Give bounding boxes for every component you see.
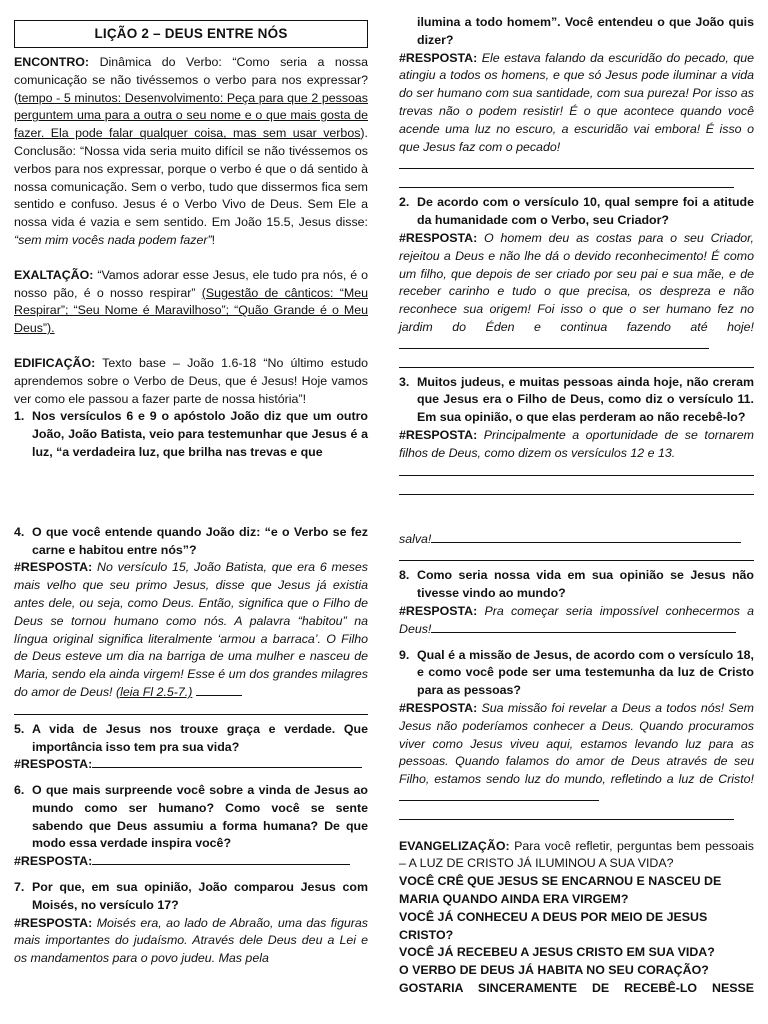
evangelizacao-intro bbox=[399, 838, 754, 874]
answer-9 bbox=[399, 700, 754, 807]
exaltacao-label: EXALTAÇÃO: bbox=[14, 267, 94, 282]
encontro-end: ! bbox=[211, 232, 216, 247]
answer-5 bbox=[14, 756, 368, 774]
question-1-number: 1. bbox=[14, 409, 25, 424]
answer-1 bbox=[399, 50, 754, 157]
question-1-text-continued: ilumina a todo homem”. Você entendeu o que João quis dizer? bbox=[417, 15, 754, 47]
encontro-text: Dinâmica do Verbo: “Como seria a nossa comunicação se não tivéssemos o verbo para nos expressar? ( bbox=[14, 55, 368, 105]
question-3-number: 3. bbox=[399, 374, 410, 389]
question-9 bbox=[399, 647, 754, 700]
evangelizacao-question: O VERBO DE DEUS JÁ HABITA NO SEU CORAÇÃO? bbox=[399, 963, 709, 978]
answer-2 bbox=[399, 230, 754, 355]
encontro-paragraph bbox=[14, 54, 368, 250]
right-column bbox=[399, 0, 754, 998]
answer-7-blank[interactable] bbox=[431, 542, 741, 543]
question-6 bbox=[14, 782, 368, 853]
question-8-number: 8. bbox=[399, 568, 410, 583]
question-7-text: Por que, em sua opinião, João comparou Jesus com Moisés, no versículo 17? bbox=[32, 880, 368, 912]
question-4-number: 4. bbox=[14, 524, 25, 539]
answer-4-label: #RESPOSTA: bbox=[14, 560, 93, 575]
answer-7-continued bbox=[399, 531, 754, 549]
answer-3-line-1[interactable] bbox=[399, 463, 754, 476]
answer-7-line[interactable] bbox=[399, 548, 754, 561]
exaltacao-text: “Vamos adorar esse Jesus, ele tudo pra nós, é o nosso pão, é o nosso respirar” bbox=[14, 267, 368, 300]
exaltacao-songs: (Sugestão de cânticos: “Meu Respirar”; “Seu Nome é Maravilhoso”; “Quão Grande é o Meu Deus”). bbox=[14, 285, 368, 336]
answer-8-label: #RESPOSTA: bbox=[399, 603, 478, 618]
question-1 bbox=[14, 408, 368, 461]
answer-3-label: #RESPOSTA: bbox=[399, 427, 478, 442]
lesson-title: LIÇÃO 2 – DEUS ENTRE NÓS bbox=[14, 20, 368, 48]
answer-4-reference: (leia Fl 2.5-7.) bbox=[115, 684, 193, 699]
evangelizacao-question: VOCÊ CRÊ QUE JESUS SE ENCARNOU E NASCEU DE MARIA QUANDO AINDA ERA VIRGEM? bbox=[399, 874, 722, 907]
question-5-number: 5. bbox=[14, 721, 25, 736]
answer-3-text: Principalmente a oportunidade de se tornarem filhos de Deus, como dizem os versículos 12 e 13. bbox=[399, 427, 754, 460]
answer-2-blank[interactable] bbox=[399, 348, 709, 349]
answer-4 bbox=[14, 559, 368, 701]
question-5 bbox=[14, 721, 368, 757]
answer-6 bbox=[14, 853, 368, 871]
answer-6-blank[interactable] bbox=[92, 864, 350, 865]
answer-1-line-2[interactable] bbox=[399, 175, 734, 188]
question-4-text: O que você entende quando João diz: “e o Verbo se fez carne e habitou entre nós”? bbox=[32, 524, 368, 557]
question-1-text: Nos versículos 6 e 9 o apóstolo João diz que um outro João, João Batista, veio para testemunhar que Jesus é a luz, “a verdadeira luz, que brilha nas trevas e que bbox=[32, 409, 368, 459]
encontro-conclusion: ). Conclusão: “Nossa vida seria muito difícil se não tivéssemos os verbos para nos expressar, porque o verbo é que o dá sentido à nossa comunicação. Sem o verbo, tudo que dissermos fica sem sentido e confuso. Jesus é o Verbo Vivo de Deus. Sem Ele a nossa vida é vazia e sem sentido. Em João 15.5, Jesus disse: bbox=[14, 126, 368, 230]
question-3-text: Muitos judeus, e muitas pessoas ainda hoje, não creram que Jesus era o Filho de Deus, como diz o versículo 11. Em sua opinião, o que elas perderam ao não recebê-lo? bbox=[417, 374, 754, 425]
answer-8-text: Pra começar seria impossível conhecermos a Deus! bbox=[399, 603, 754, 636]
answer-7 bbox=[14, 915, 368, 968]
question-5-text: A vida de Jesus nos trouxe graça e verdade. Que importância isso tem pra sua vida? bbox=[32, 721, 368, 754]
answer-5-blank[interactable] bbox=[92, 767, 362, 768]
evangelizacao-question: GOSTARIA SINCERAMENTE DE RECEBÊ-LO NESSE bbox=[399, 981, 754, 996]
question-3 bbox=[399, 374, 754, 427]
question-9-text: Qual é a missão de Jesus, de acordo com o versículo 18, e como você pode ser uma testemunha da luz de Cristo para as pessoas? bbox=[417, 647, 754, 698]
question-9-number: 9. bbox=[399, 647, 410, 662]
edificacao-paragraph bbox=[14, 355, 368, 408]
answer-9-line[interactable] bbox=[399, 807, 734, 820]
exaltacao-paragraph bbox=[14, 267, 368, 338]
evangelizacao-question: VOCÊ JÁ RECEBEU A JESUS CRISTO EM SUA VIDA? bbox=[399, 945, 715, 960]
answer-4-blank[interactable] bbox=[196, 695, 242, 696]
question-2 bbox=[399, 194, 754, 230]
encontro-quote: “sem mim vocês nada podem fazer” bbox=[14, 232, 212, 247]
evangelizacao-intro-text: Para você refletir, perguntas bem pessoais – A LUZ DE CRISTO JÁ ILUMINOU A SUA VIDA? bbox=[399, 838, 754, 871]
answer-4-text: No versículo 15, João Batista, que era 6 meses mais velho que seu primo Jesus, disse que Jesus já existia antes dele, ou seja, como Deus. Então, significa que o Filho de Deus se tornou humano como nós. A palavra “habitou” na língua original significa literalmente ‘armou a barraca’. O Filho de Deus esteve um dia na barriga de uma mulher e nasceu de Maria, sendo ela ainda virgem! Esse é um dos grandes milagres do amor de Deus! bbox=[14, 560, 368, 699]
question-8 bbox=[399, 567, 754, 603]
edificacao-text: Texto base – João 1.6-18 “No último estudo aprendemos sobre o Verbo de Deus, que é Jesus! Hoje vamos ver como ele passou a fazer parte de nossa história”! bbox=[14, 355, 368, 406]
answer-7-text: Moisés era, ao lado de Abraão, uma das figuras mais importantes do judaísmo. Através dele Deus deu a Lei e os mandamentos para o povo judeu. Mas pela bbox=[14, 915, 368, 966]
question-2-text: De acordo com o versículo 10, qual sempre foi a atitude da humanidade com o Verbo, seu Criador? bbox=[417, 195, 754, 228]
answer-2-label: #RESPOSTA: bbox=[399, 230, 478, 245]
question-7-number: 7. bbox=[14, 880, 25, 895]
encontro-instructions: tempo - 5 minutos: Desenvolvimento: Peça para que 2 pessoas perguntem uma para a outra o seu nome e o que mais gosta de fazer. Ela pode falar qualquer coisa, mas sem usar verbos bbox=[14, 90, 368, 141]
question-1-continued bbox=[399, 14, 754, 50]
answer-3-line-2[interactable] bbox=[399, 482, 754, 495]
answer-9-label: #RESPOSTA: bbox=[399, 700, 478, 715]
answer-7-label: #RESPOSTA: bbox=[14, 915, 93, 930]
answer-6-label: #RESPOSTA: bbox=[14, 854, 93, 869]
edificacao-label: EDIFICAÇÃO: bbox=[14, 355, 96, 370]
answer-2-line[interactable] bbox=[399, 355, 754, 368]
answer-3 bbox=[399, 427, 754, 463]
answer-8 bbox=[399, 603, 754, 639]
answer-1-text: Ele estava falando da escuridão do pecado, que atingiu a todos os homens, e que só Jesus pode iluminar a vida do ser humano com sua santidade, com sua pureza! Por isso as trevas não o podem resistir! É o que acontece quando você acende uma luz no escuro, a escuridão vai embora! É isso o que Jesus faz com o pecado! bbox=[399, 50, 754, 154]
question-7 bbox=[14, 879, 368, 915]
answer-1-label: #RESPOSTA: bbox=[399, 50, 478, 65]
answer-5-label: #RESPOSTA: bbox=[14, 757, 93, 772]
question-2-number: 2. bbox=[399, 195, 410, 210]
answer-8-blank[interactable] bbox=[431, 632, 736, 633]
evangelizacao-label: EVANGELIZAÇÃO: bbox=[399, 838, 510, 853]
question-8-text: Como seria nossa vida em sua opinião se Jesus não tivesse vindo ao mundo? bbox=[417, 568, 754, 601]
answer-4-line[interactable] bbox=[14, 702, 368, 715]
answer-1-line-1[interactable] bbox=[399, 156, 754, 169]
question-6-number: 6. bbox=[14, 783, 25, 798]
question-6-text: O que mais surpreende você sobre a vinda de Jesus ao mundo como ser humano? Como você se sente sabendo que Deus assumiu a forma humana? De que modo essa verdade inspira você? bbox=[32, 783, 368, 851]
answer-2-text: O homem deu as costas para o seu Criador, rejeitou a Deus e não lhe dá o devido reconhecimento! É como um filho, que depois de ser criado por seu pai e sua mãe, e de receber carinho e tudo o que precisa, os despreza e não reconhece sua origem! Foi isso o que o ser humano fez no jardim do Éden e continua fazendo até hoje! bbox=[399, 230, 754, 334]
encontro-label: ENCONTRO: bbox=[14, 55, 90, 69]
answer-9-blank[interactable] bbox=[399, 800, 599, 801]
evangelizacao-question: VOCÊ JÁ CONHECEU A DEUS POR MEIO DE JESUS CRISTO? bbox=[399, 909, 708, 942]
answer-7-text-continued: salva! bbox=[399, 531, 432, 546]
left-column bbox=[14, 0, 368, 968]
question-4 bbox=[14, 524, 368, 560]
answer-9-text: Sua missão foi revelar a Deus a todos nós! Sem Jesus não poderíamos conhecer a Deus. Quando procuramos viver como Jesus viveu aqui, estamos levando luz para as pessoas. Quando falamos do amor de Deus através de seu Filho, estamos sendo luz do mundo, refletindo a luz de Cristo! bbox=[399, 700, 754, 787]
